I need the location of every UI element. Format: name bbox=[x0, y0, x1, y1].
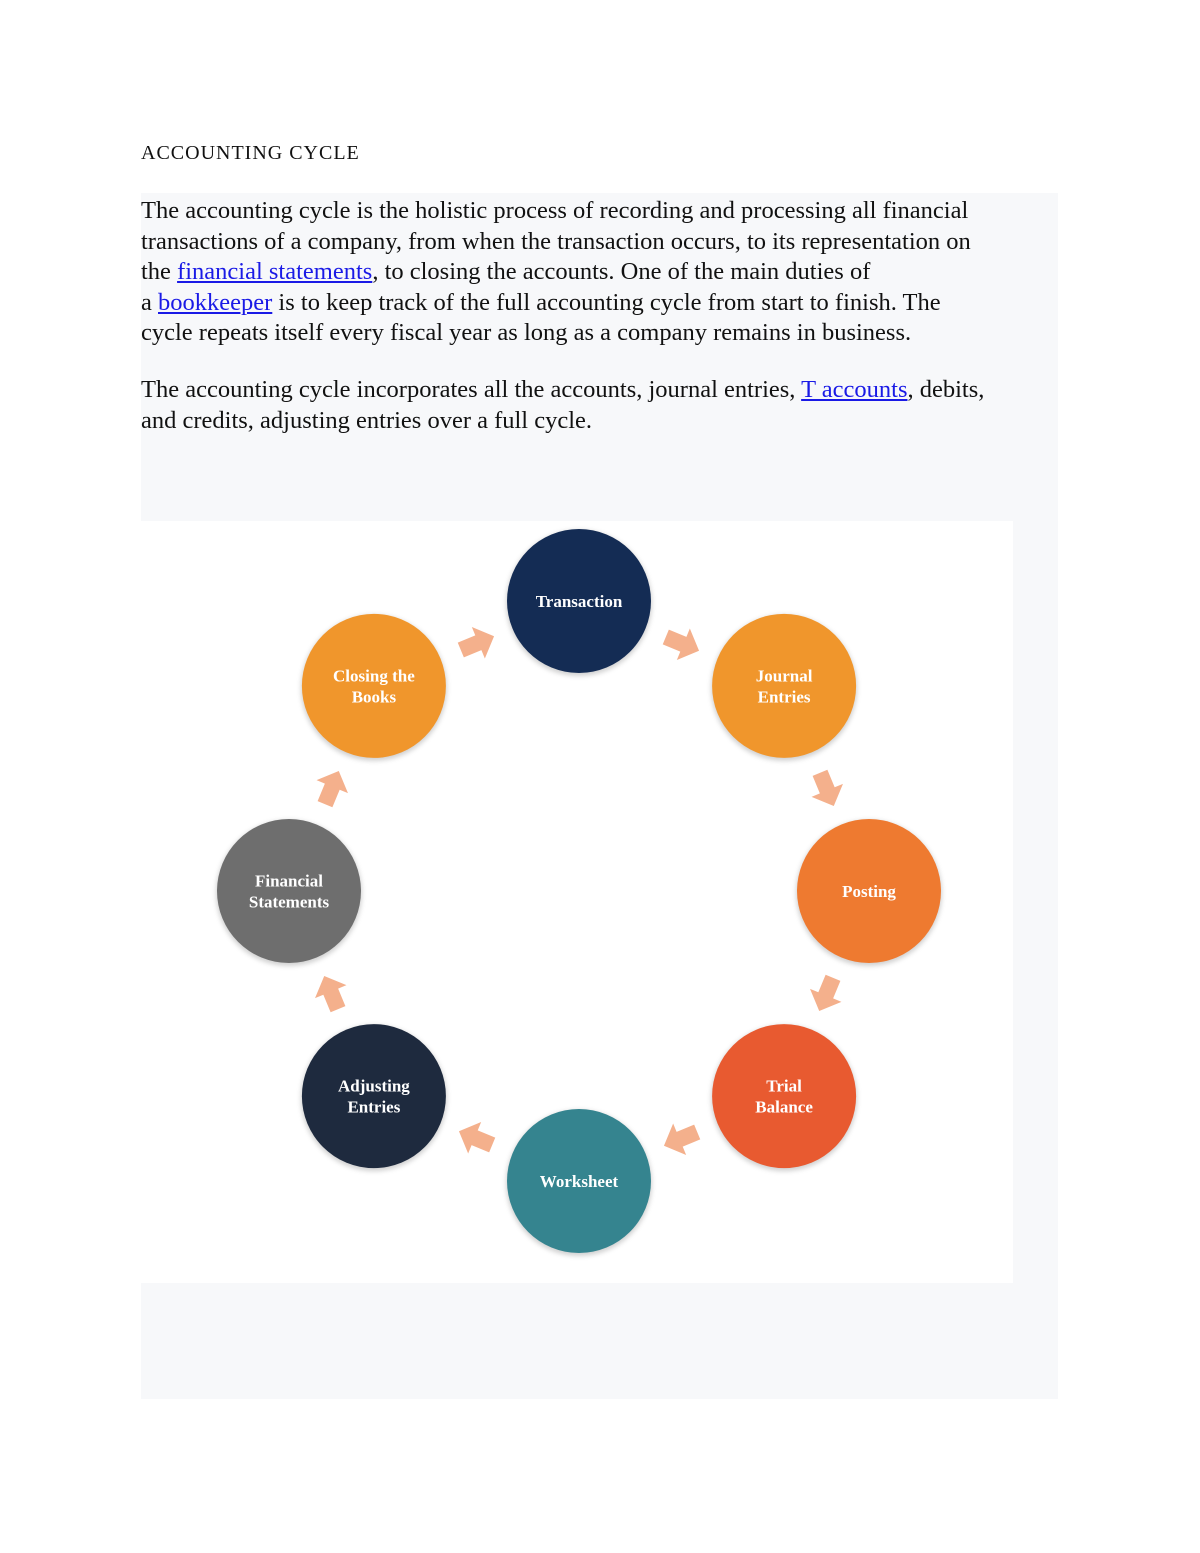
cycle-arrow bbox=[659, 621, 705, 666]
cycle-step-label: Financial bbox=[254, 871, 324, 891]
cycle-step-label: Trial bbox=[766, 1076, 802, 1096]
intro-line-3-end: , to closing the accounts. One of the main duties of bbox=[372, 258, 871, 285]
page-title: ACCOUNTING CYCLE bbox=[141, 142, 360, 164]
cycle-step-label: Balance bbox=[755, 1097, 813, 1117]
cycle-line-1 bbox=[141, 375, 1058, 406]
cycle-step bbox=[796, 819, 942, 966]
intro-line-4-start: a bbox=[141, 288, 158, 316]
cycle-step-circle bbox=[712, 614, 856, 758]
cycle-step-label: Closing the bbox=[333, 666, 415, 686]
cycle-arrow bbox=[454, 621, 500, 666]
cycle-arrow bbox=[309, 764, 354, 810]
cycle-line-2: and credits, adjusting entries over a full cycle. bbox=[141, 406, 593, 434]
financial-statements-link[interactable]: financial statements bbox=[177, 258, 373, 285]
intro-line-1: The accounting cycle is the holistic process of recording and processing all financial bbox=[141, 197, 969, 224]
cycle-step-circle bbox=[712, 1024, 856, 1168]
cycle-step-label: Posting bbox=[842, 882, 896, 901]
intro-line-2: transactions of a company, from when the transaction occurs, to its representation on bbox=[141, 227, 971, 255]
cycle-step-label: Books bbox=[351, 687, 397, 707]
t-accounts-link[interactable]: T accounts bbox=[801, 376, 908, 403]
intro-line-4-end: is to keep track of the full accounting cycle from start to finish. The bbox=[272, 288, 941, 316]
intro-line-5: cycle repeats itself every fiscal year as long as a company remains in business. bbox=[141, 319, 912, 346]
bookkeeper-link[interactable]: bookkeeper bbox=[158, 288, 273, 316]
intro-line-3-start: the bbox=[141, 258, 178, 285]
cycle-step-circle bbox=[302, 614, 446, 758]
cycle-step bbox=[301, 1024, 447, 1171]
cycle-step-label: Entries bbox=[347, 1097, 401, 1117]
cycle-step bbox=[506, 529, 652, 676]
cycle-line-1-start: The accounting cycle incorporates all the accounts, journal entries, bbox=[141, 376, 802, 403]
cycle-arrow bbox=[309, 969, 354, 1015]
cycle-step bbox=[711, 614, 857, 761]
cycle-step bbox=[301, 614, 447, 761]
cycle-step-label: Entries bbox=[757, 687, 811, 707]
cycle-diagram-svg bbox=[141, 521, 1013, 1283]
cycle-step bbox=[506, 1109, 652, 1256]
intro-paragraph bbox=[141, 196, 1058, 349]
cycle-step bbox=[711, 1024, 857, 1171]
cycle-step-circle bbox=[217, 819, 361, 963]
content-block bbox=[141, 193, 1058, 1399]
cycle-step-label: Adjusting bbox=[337, 1076, 410, 1096]
cycle-step bbox=[216, 819, 362, 966]
cycle-step-label: Transaction bbox=[535, 592, 623, 611]
accounting-cycle-diagram bbox=[141, 521, 1013, 1283]
cycle-step-label: Worksheet bbox=[539, 1172, 619, 1191]
cycle-step-label: Journal bbox=[755, 666, 813, 686]
cycle-arrow bbox=[657, 1116, 703, 1161]
cycle-line-1-end: , debits, bbox=[907, 376, 985, 403]
cycle-paragraph bbox=[141, 375, 1058, 436]
cycle-arrow bbox=[804, 971, 849, 1017]
cycle-arrow bbox=[804, 766, 849, 812]
intro-line-3 bbox=[141, 257, 1058, 288]
cycle-arrow bbox=[452, 1116, 498, 1161]
cycle-step-label: Statements bbox=[248, 892, 330, 912]
cycle-step-circle bbox=[302, 1024, 446, 1168]
intro-line-4 bbox=[141, 288, 1058, 319]
